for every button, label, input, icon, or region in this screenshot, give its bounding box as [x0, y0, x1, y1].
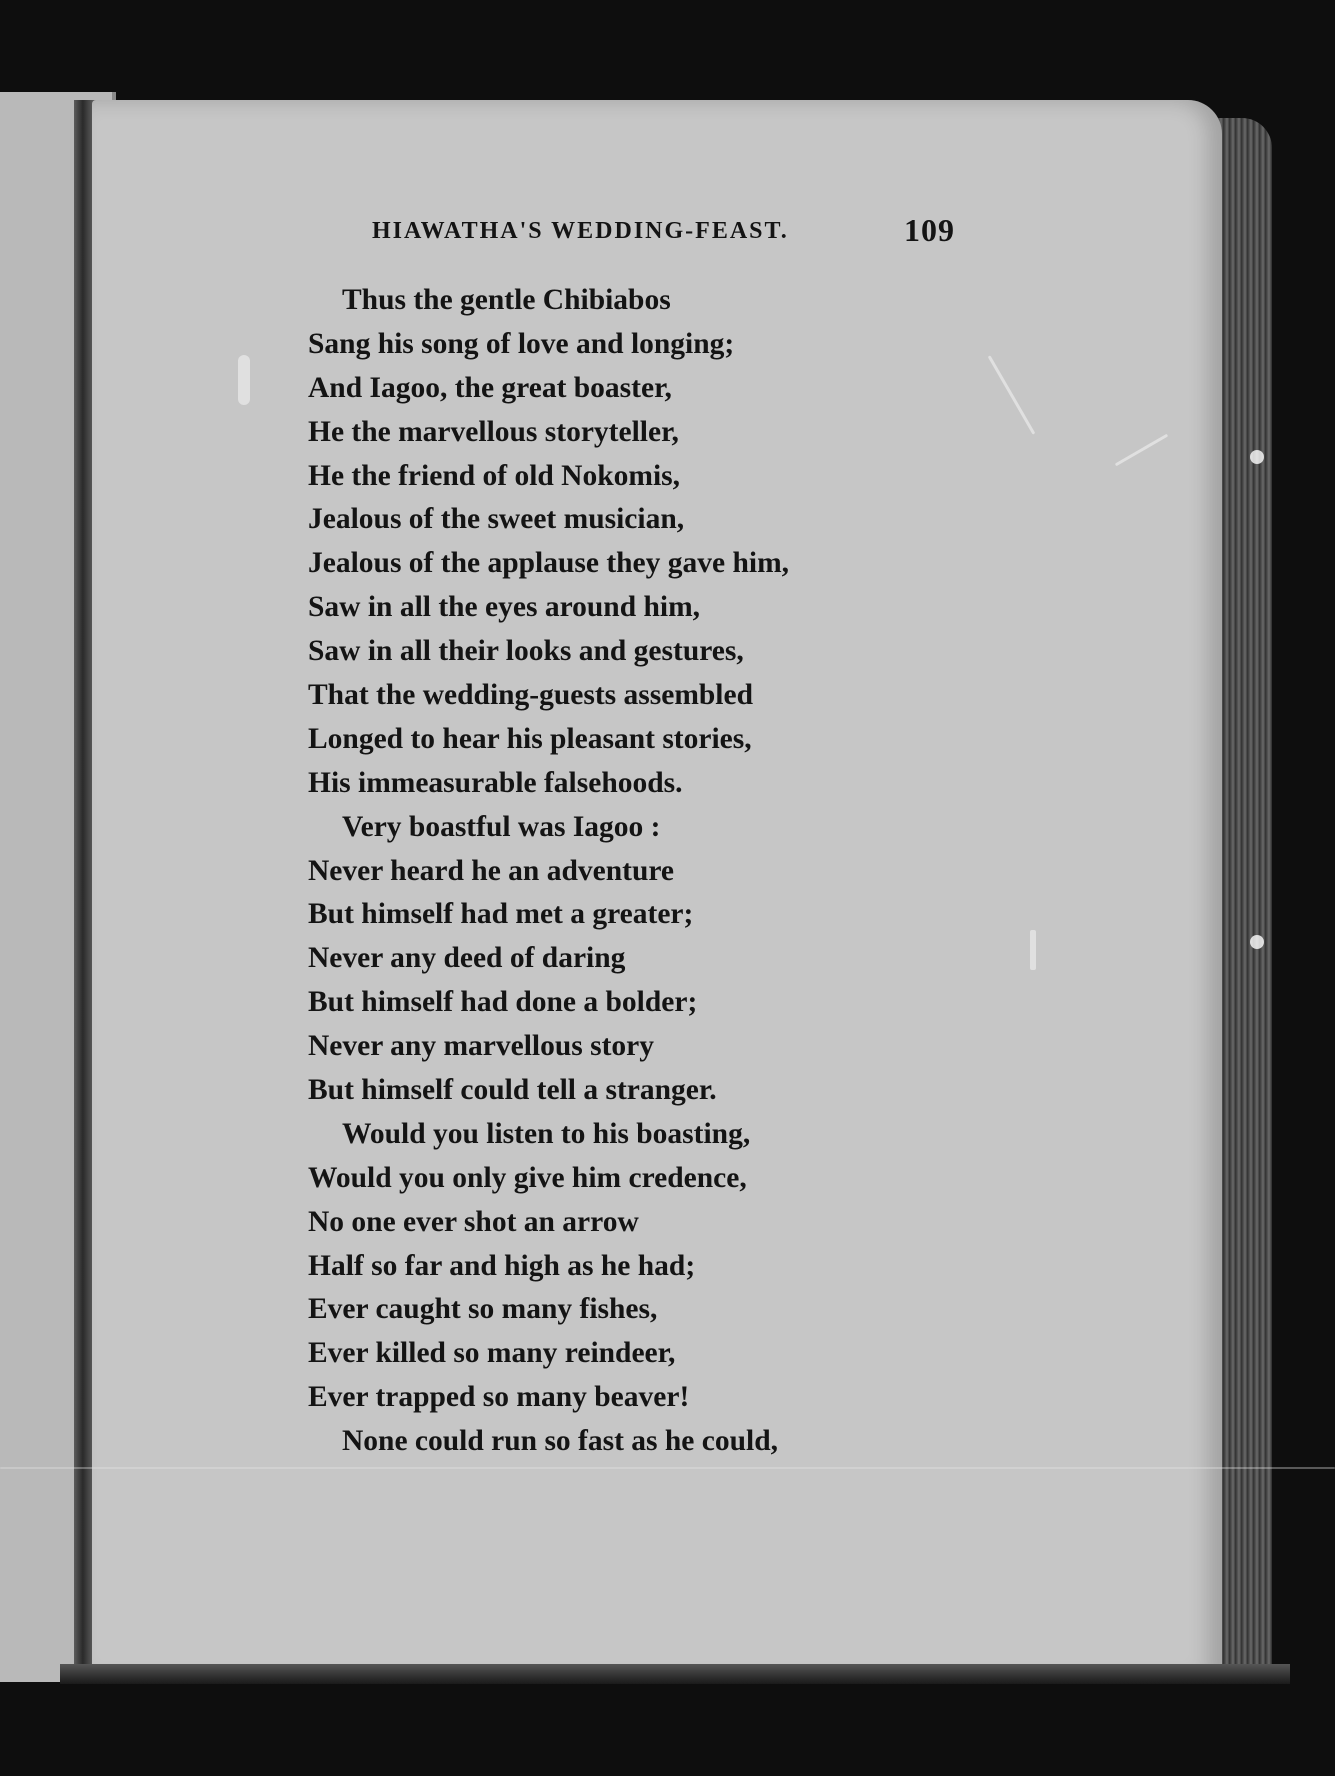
poem-line: Never any marvellous story — [308, 1030, 655, 1063]
poem-line: None could run so fast as he could, — [342, 1425, 779, 1458]
poem-line: Never heard he an adventure — [308, 854, 674, 887]
poem-line: But himself had met a greater; — [308, 898, 694, 931]
poem-line: Would you listen to his boasting, — [342, 1117, 751, 1150]
poem-line: But himself could tell a stranger. — [308, 1074, 717, 1107]
film-scratch — [1030, 930, 1036, 970]
poem-line: He the marvellous storyteller, — [308, 415, 679, 448]
poem-line: Longed to hear his pleasant stories, — [308, 722, 752, 755]
poem-line: That the wedding-guests assembled — [308, 679, 754, 712]
poem-line: Jealous of the applause they gave him, — [308, 547, 790, 580]
poem-line: Very boastful was Iagoo : — [342, 810, 661, 843]
poem-line: Jealous of the sweet musician, — [308, 503, 685, 536]
film-scratch — [238, 355, 250, 405]
poem-line: Ever killed so many reindeer, — [308, 1337, 676, 1370]
poem-text — [308, 279, 928, 1464]
poem-line: No one ever shot an arrow — [308, 1205, 639, 1238]
poem-line: Thus the gentle Chibiabos — [342, 284, 671, 316]
film-scratch — [0, 1467, 1335, 1469]
film-scratch — [1250, 450, 1264, 464]
poem-line: Never any deed of daring — [308, 942, 626, 975]
page-header — [372, 212, 972, 256]
running-title: HIAWATHA'S WEDDING-FEAST. — [372, 218, 789, 244]
page-bottom-edge — [60, 1664, 1290, 1684]
poem-line: Would you only give him credence, — [308, 1161, 747, 1194]
poem-line: Saw in all their looks and gestures, — [308, 635, 744, 668]
poem-line: His immeasurable falsehoods. — [308, 766, 683, 799]
poem-line: Ever caught so many fishes, — [308, 1293, 658, 1326]
film-scratch — [1250, 935, 1264, 949]
page-number: 109 — [904, 212, 955, 248]
poem-line: Saw in all the eyes around him, — [308, 591, 701, 624]
poem-line: He the friend of old Nokomis, — [308, 459, 681, 492]
poem-line: And Iagoo, the great boaster, — [308, 371, 672, 404]
poem-line: Half so far and high as he had; — [308, 1249, 696, 1282]
poem-line: Ever trapped so many beaver! — [308, 1381, 690, 1414]
poem-line: But himself had done a bolder; — [308, 986, 698, 1019]
poem-line: Sang his song of love and longing; — [308, 327, 735, 360]
